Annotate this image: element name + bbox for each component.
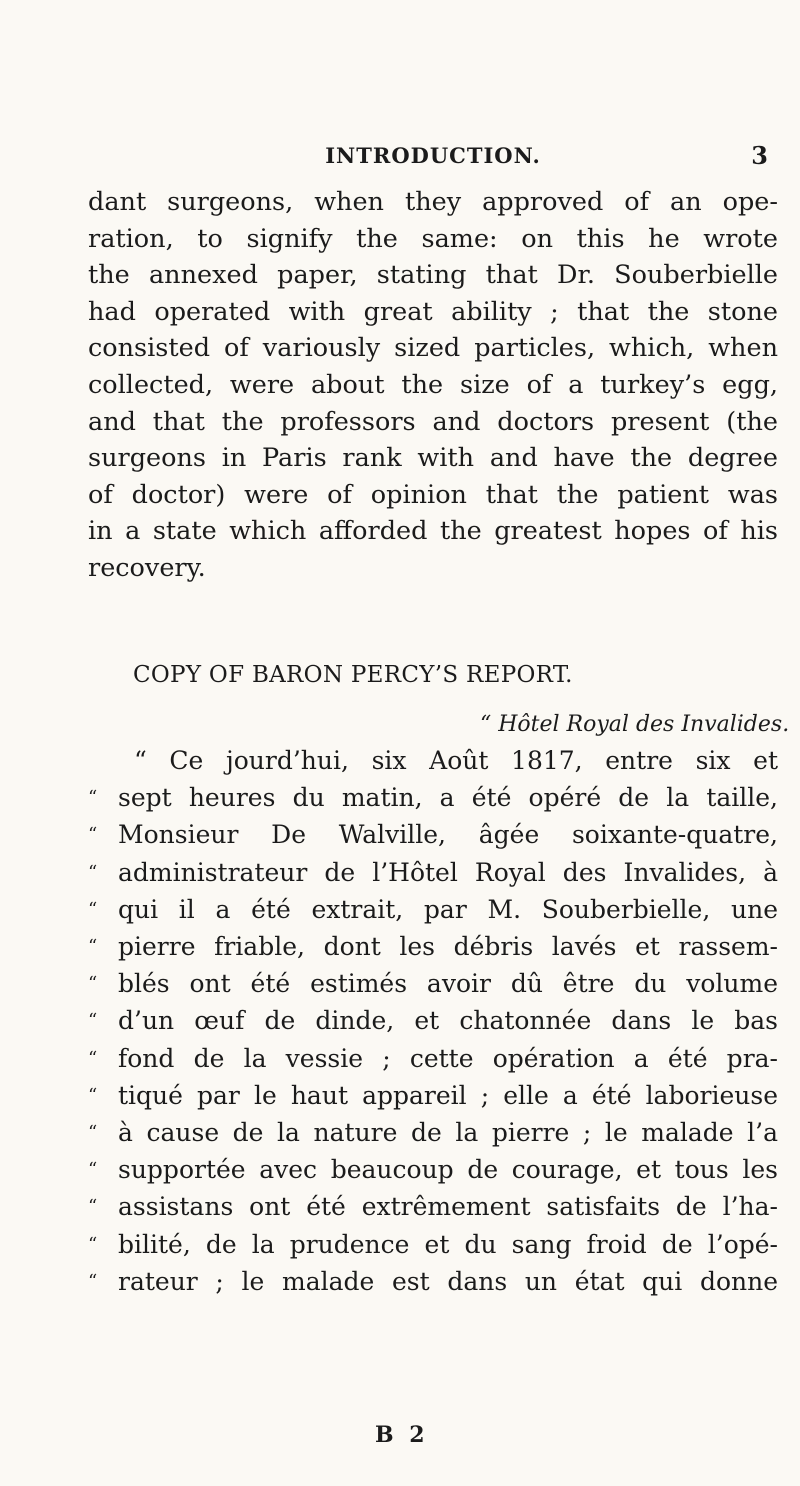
quote-mark: “ [88,1010,98,1032]
letter-line-text: pierre friable, dont les débris lavés et rassem- [118,932,778,962]
quote-mark: “ [88,1233,98,1255]
letter-line [88,1002,778,1039]
quote-mark: “ [88,973,98,995]
letter-line-text: qui il a été extrait, par M. Souberbielle, une [118,894,778,924]
letter-body [88,742,778,1300]
letter-line-text: assistans ont été extrêmement satisfaits de l’ha- [118,1192,778,1222]
quote-mark: “ [88,936,98,958]
letter-line [88,1151,778,1188]
body-line: of doctor) were of opinion that the patient was [88,479,778,510]
letter-line-text: fond de la vessie ; cette opération a été pra- [118,1043,778,1073]
body-line: collected, were about the size of a turkey’s egg, [88,369,778,400]
quote-mark: “ [88,1159,98,1181]
letter-line [88,1077,778,1114]
running-title: INTRODUCTION. [325,143,541,168]
letter-line-text: d’un œuf de dinde, et chatonnée dans le bas [118,1006,778,1036]
letter-line [88,965,778,1002]
quote-mark: “ [88,898,98,920]
quote-mark: “ [88,1270,98,1292]
letter-line-text: rateur ; le malade est dans un état qui donne [118,1266,778,1296]
letter-line [88,742,778,779]
letter-line [88,891,778,928]
letter-line-text: bilité, de la prudence et du sang froid de l’opé- [118,1229,778,1259]
letter-line-text: supportée avec beaucoup de courage, et tous les [118,1155,778,1185]
running-head [88,143,778,173]
quote-mark: “ [88,1084,98,1106]
letter-line [88,854,778,891]
page-number: 3 [751,141,768,170]
letter-line [88,1114,778,1151]
body-line: the annexed paper, stating that Dr. Souberbielle [88,260,778,291]
body-line: recovery. [88,552,206,583]
letter-line-text: “ Ce jourd’hui, six Août 1817, entre six et [134,746,778,775]
quote-mark: “ [88,824,98,846]
letter-line [88,1188,778,1225]
body-line: surgeons in Paris rank with and have the degree [88,443,778,474]
quote-mark: “ [88,1122,98,1144]
body-line: and that the professors and doctors present (the [88,406,778,437]
quote-mark: “ [88,787,98,809]
quote-mark: “ [88,1196,98,1218]
body-line: had operated with great ability ; that the stone [88,296,778,327]
body-line: dant surgeons, when they approved of an ope- [88,187,778,217]
body-line: consisted of variously sized particles, which, when [88,333,778,364]
quote-mark: “ [88,1047,98,1069]
section-heading: COPY OF BARON PERCY’S REPORT. [133,662,573,688]
letter-line [88,928,778,965]
letter-line-text: sept heures du matin, a été opéré de la taille, [118,783,778,813]
quote-mark: “ [88,861,98,883]
place-line: “ Hôtel Royal des Invalides. [480,712,790,737]
body-paragraph [88,184,778,587]
letter-line [88,1263,778,1300]
letter-line-text: Monsieur De Walville, âgée soixante-quatre, [118,820,778,850]
letter-line-text: administrateur de l’Hôtel Royal des Invalides, à [118,857,778,887]
letter-line-text: à cause de la nature de la pierre ; le malade l’a [118,1118,778,1148]
letter-line-text: blés ont été estimés avoir dû être du volume [118,969,778,999]
body-line: in a state which afforded the greatest hopes of his [88,516,778,547]
signature-mark: B 2 [375,1422,429,1448]
letter-line [88,1040,778,1077]
letter-line [88,1226,778,1263]
body-line: ration, to signify the same: on this he wrote [88,223,778,254]
letter-line [88,816,778,853]
letter-line-text: tiqué par le haut appareil ; elle a été laborieuse [118,1080,778,1110]
letter-line [88,779,778,816]
